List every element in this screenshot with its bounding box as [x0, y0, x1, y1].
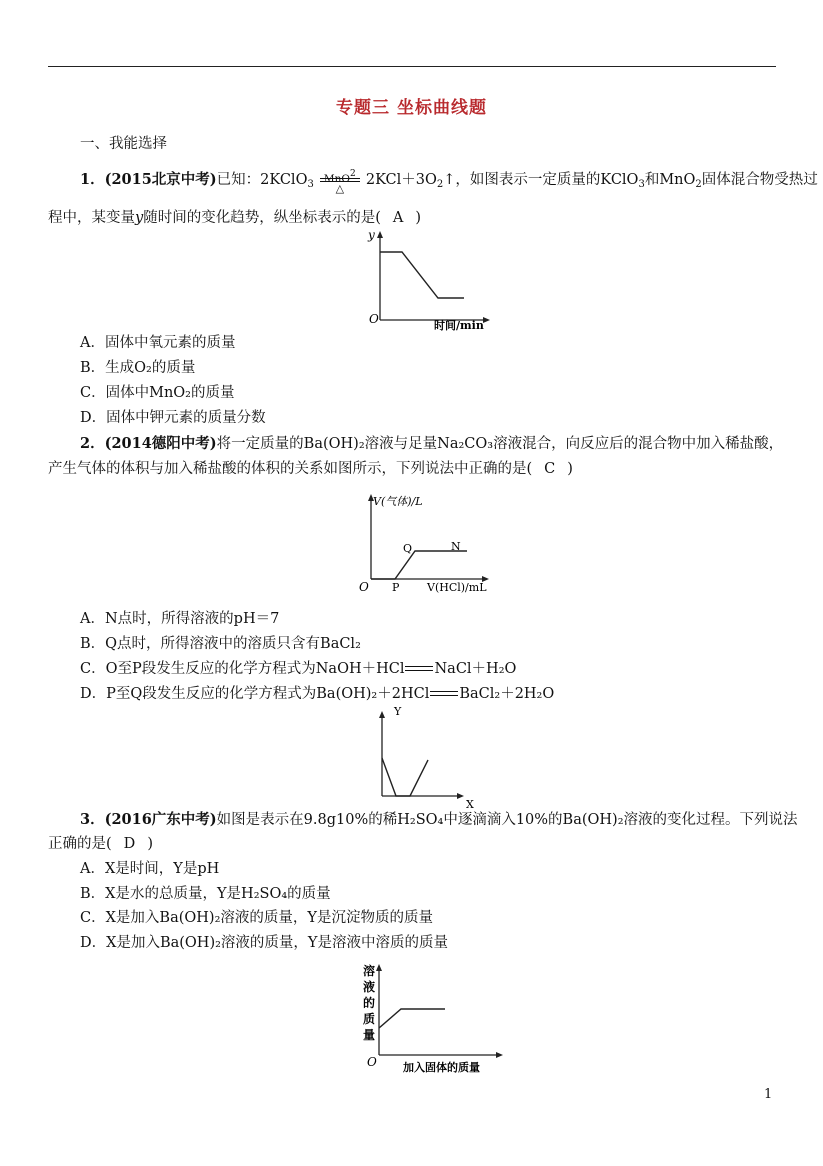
q2-line2: 产生气体的体积与加入稀盐酸的体积的关系如图所示，下列说法中正确的是( C ) — [48, 461, 573, 477]
q2-y-label: V(气体)/L — [373, 495, 423, 508]
graph4-x-label: 加入固体的质量 — [403, 1061, 480, 1074]
q2-line1: 2．(2014德阳中考)将一定质量的Ba(OH)₂溶液与足量Na₂CO₃溶液混合，向反应后的混合物中加入稀盐酸， — [80, 435, 784, 452]
y-label-char: 溶 — [363, 964, 376, 978]
graph4-origin-label: O — [367, 1055, 377, 1069]
q3-option-b: B．X是水的总质量，Y是H₂SO₄的质量 — [80, 886, 331, 902]
reaction-condition: MnO2 △ — [318, 170, 362, 190]
q1-graph — [360, 225, 500, 335]
equation-sign — [404, 662, 434, 676]
q1-answer: A — [392, 210, 404, 226]
y-label-char: 液 — [363, 980, 376, 994]
q2-option-b: B．Q点时，所得溶液中的溶质只含有BaCl₂ — [80, 636, 361, 652]
q2-origin-label: O — [359, 580, 369, 594]
q2-point-p: P — [392, 581, 400, 594]
q1-option-d: D．固体中钾元素的质量分数 — [80, 410, 266, 426]
y-label-char: 量 — [363, 1028, 376, 1042]
q3-option-c: C．X是加入Ba(OH)₂溶液的质量，Y是沉淀物质的质量 — [80, 910, 433, 926]
q3-line1: 3．(2016广东中考)如图是表示在9.8g10%的稀H₂SO₄中逐滴滴入10%的Ba(OH)₂溶液的变化过程。下列说法 — [80, 811, 798, 828]
page-number: 1 — [764, 1087, 773, 1102]
q1-option-c: C．固体中MnO₂的质量 — [80, 385, 235, 401]
q3-source: (2016广东中考) — [104, 811, 217, 828]
q2-point-n: N — [451, 540, 461, 553]
q2-option-a: A．N点时，所得溶液的pH＝7 — [80, 611, 280, 627]
section-heading: 一、我能选择 — [80, 136, 167, 152]
q1-text-c: ↑，如图表示一定质量的KClO — [443, 172, 639, 188]
q1-y-label: y — [368, 228, 375, 242]
q2-source: (2014德阳中考) — [104, 435, 217, 452]
q1-source: (2015北京中考) — [104, 171, 217, 188]
q2-graph — [355, 487, 505, 597]
q3-option-d: D．X是加入Ba(OH)₂溶液的质量，Y是溶液中溶质的质量 — [80, 935, 448, 951]
q1-text-b: 2KCl＋3O — [365, 172, 437, 188]
q2-point-q: Q — [403, 542, 413, 555]
q3-option-a: A．X是时间，Y是pH — [80, 861, 220, 877]
q3-line2: 正确的是( D ) — [48, 836, 153, 852]
q1-line2: 程中，某变量y随时间的变化趋势，纵坐标表示的是( A ) — [48, 210, 422, 226]
q1-origin-label: O — [369, 312, 379, 326]
q2-number: 2． — [80, 435, 105, 452]
q1-text-e: 固体混合物受热过 — [701, 172, 818, 188]
q3-x-label: X — [466, 798, 474, 811]
page-title: 专题三 坐标曲线题 — [336, 98, 487, 118]
q3-graph — [370, 700, 490, 810]
header-rule — [48, 66, 776, 67]
q2-answer: C — [544, 461, 556, 477]
solution-mass-graph — [355, 960, 515, 1075]
q3-y-label: Y — [394, 705, 402, 718]
y-label-char: 的 — [363, 996, 376, 1010]
equation-sign — [429, 687, 459, 701]
q2-x-label: V(HCl)/mL — [427, 581, 487, 594]
q1-option-b: B．生成O₂的质量 — [80, 360, 196, 376]
q1-text-a: 已知：2KClO — [216, 172, 308, 188]
q3-number: 3． — [80, 811, 105, 828]
q2-option-c: C．O至P段发生反应的化学方程式为NaOH＋HCl NaCl＋H₂O — [80, 661, 517, 677]
q2-option-d: D．P至Q段发生反应的化学方程式为Ba(OH)₂＋2HCl BaCl₂＋2H₂O — [80, 686, 555, 702]
q3-answer: D — [123, 836, 136, 852]
q1-x-label: 时间/min — [434, 319, 484, 332]
y-label-char: 质 — [363, 1012, 376, 1026]
q1-text-d: 和MnO — [644, 172, 696, 188]
q1-number: 1． — [80, 171, 105, 188]
q1-line1: 1．(2015北京中考)已知：2KClO$_3$ MnO2 △ $2KCl+3O_2↑$，如图表示一定质量的KClO$_3$和MnO$_2$固体混合物受热过 — [80, 169, 818, 195]
q1-option-a: A．固体中氧元素的质量 — [80, 335, 236, 351]
